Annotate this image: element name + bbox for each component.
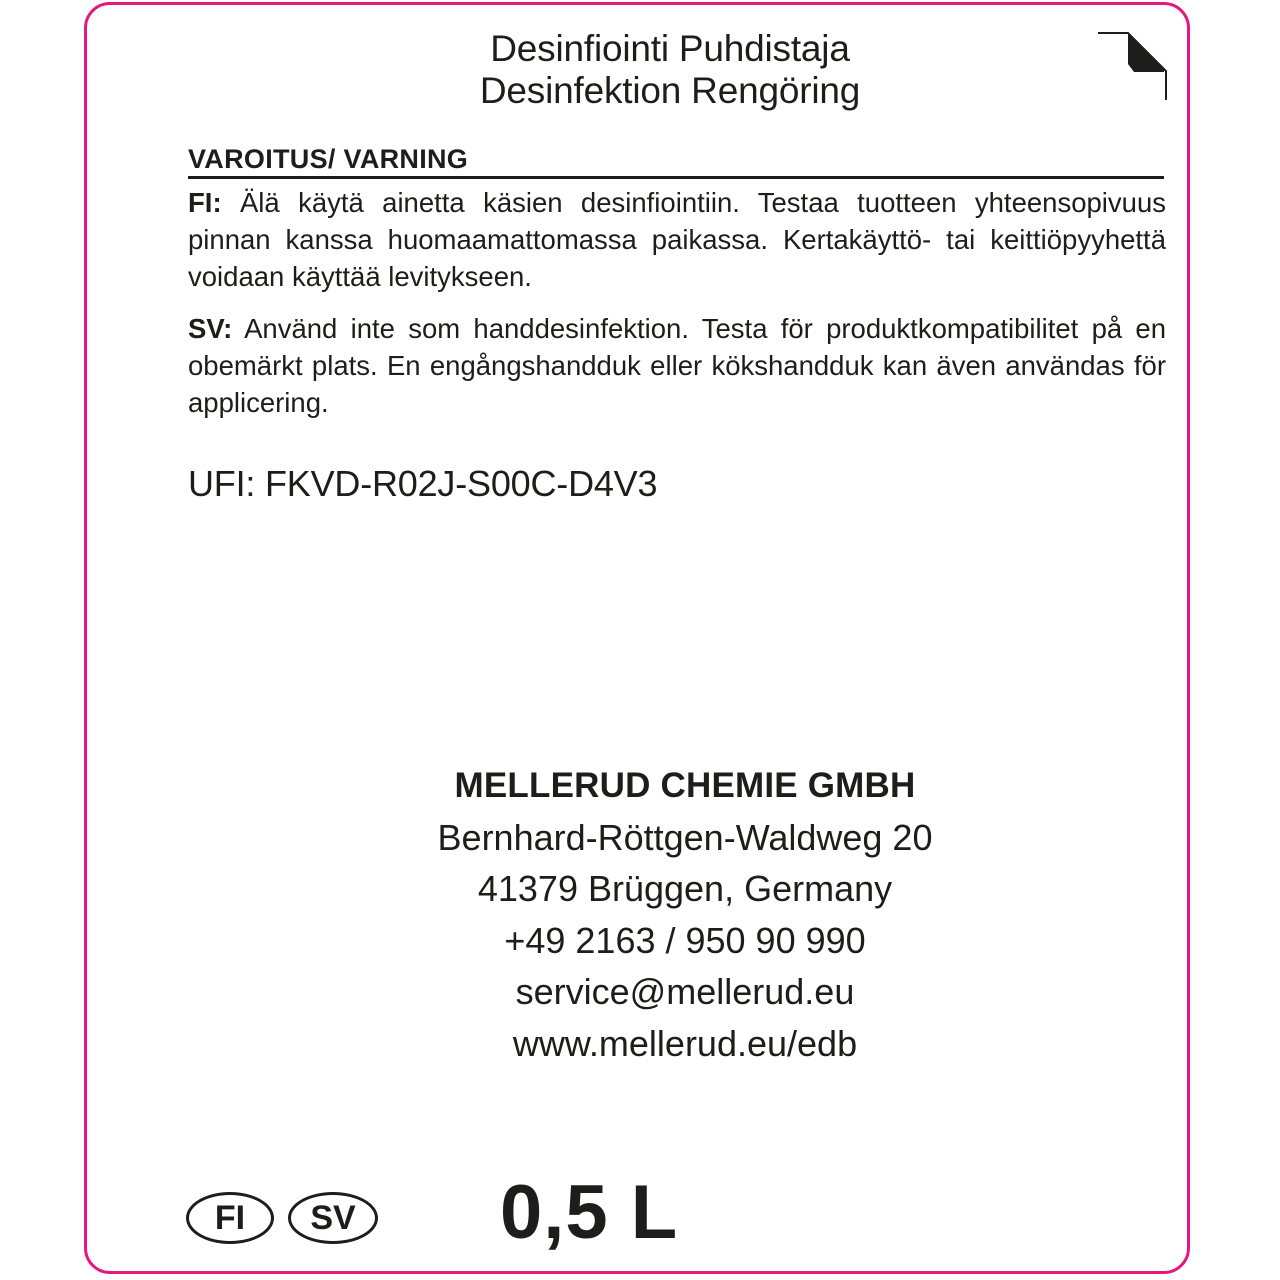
- warning-body-sv: Använd inte som handdesinfektion. Testa för produktkompatibilitet på en obemärkt plats. En engångshandduk eller kökshandduk kan även användas för applicering.: [188, 313, 1167, 418]
- language-badge-sv: SV: [288, 1192, 378, 1244]
- warning-prefix-sv: SV:: [188, 313, 233, 344]
- product-title-fi: Desinfiointi Puhdistaja: [490, 28, 850, 69]
- company-email: service@mellerud.eu: [515, 971, 855, 1012]
- company-address-block: [385, 760, 985, 1069]
- page-corner-fold-icon: [1094, 28, 1170, 102]
- warning-prefix-fi: FI:: [188, 187, 222, 218]
- company-city: 41379 Brüggen, Germany: [477, 868, 893, 909]
- company-website: www.mellerud.eu/edb: [512, 1022, 858, 1064]
- warning-text-sv: [188, 310, 1166, 421]
- warning-heading: VAROITUS/ VARNING: [188, 142, 1164, 179]
- product-title: [300, 28, 1040, 112]
- ufi-code: UFI: FKVD-R02J-S00C-D4V3: [188, 463, 658, 504]
- volume-label: 0,5 L: [500, 1170, 679, 1255]
- product-title-sv: Desinfektion Rengöring: [479, 70, 861, 111]
- company-phone: +49 2163 / 950 90 990: [504, 919, 866, 961]
- company-street: Bernhard-Röttgen-Waldweg 20: [437, 816, 933, 858]
- company-name: MELLERUD CHEMIE GMBH: [454, 766, 916, 805]
- language-badge-fi: FI: [186, 1192, 274, 1244]
- warning-text-fi: [188, 184, 1166, 295]
- warning-body-fi: Älä käytä ainetta käsien desinfiointiin. Testaa tuotteen yhteensopivuus pinnan kanssa huomaamattomassa paikassa. Kertakäyttö- tai keittiöpyyhettä voidaan käyttää levitykseen.: [188, 187, 1166, 292]
